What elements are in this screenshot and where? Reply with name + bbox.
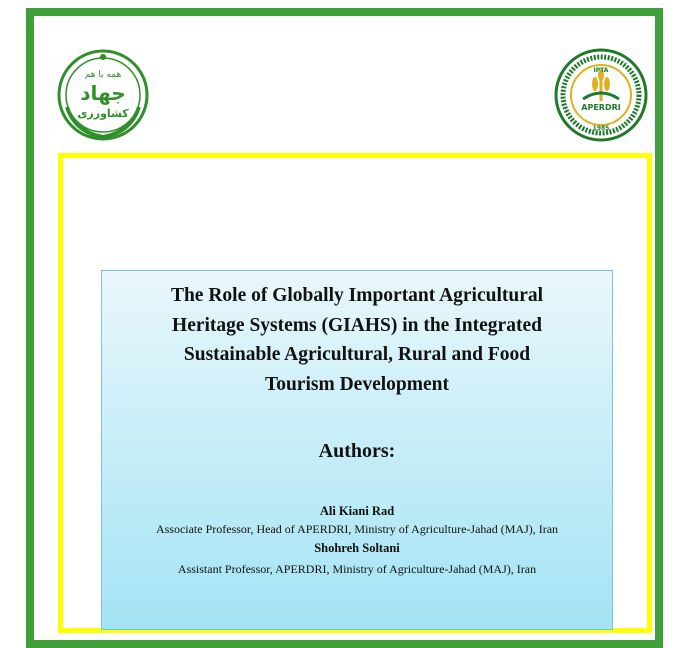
logo-right-bottom-label: 1985 [592, 125, 610, 132]
aperdri-seal-logo [553, 47, 649, 143]
logo-left-line3: کشاورزی [77, 107, 129, 120]
title-line-2: Heritage Systems (GIAHS) in the Integrated [172, 314, 542, 336]
author-1-name: Ali Kiani Rad [319, 504, 395, 518]
title-line-3: Sustainable Agricultural, Rural and Food [183, 344, 531, 365]
logo-left-line2: جهاد [80, 81, 126, 105]
jahad-keshavarzi-logo [55, 47, 151, 143]
logo-right-top-label: IPTA [593, 67, 609, 74]
title-line-1: The Role of Globally Important Agricultural [170, 285, 544, 306]
logo-right-center-label: APERDRI [581, 103, 621, 112]
author-2-affiliation: Assistant Professor, APERDRI, Ministry of Agriculture-Jahad (MAJ), Iran [177, 562, 537, 576]
author-1-affiliation: Associate Professor, Head of APERDRI, Ministry of Agriculture-Jahad (MAJ), Iran [155, 522, 559, 536]
title-line-4: Tourism Development [265, 373, 449, 395]
document-title [102, 281, 612, 399]
author-2-name: Shohreh Soltani [314, 541, 400, 555]
authors-heading: Authors: [318, 440, 396, 462]
title-box [101, 270, 613, 630]
logo-left-line1: همه با هم [84, 70, 122, 80]
